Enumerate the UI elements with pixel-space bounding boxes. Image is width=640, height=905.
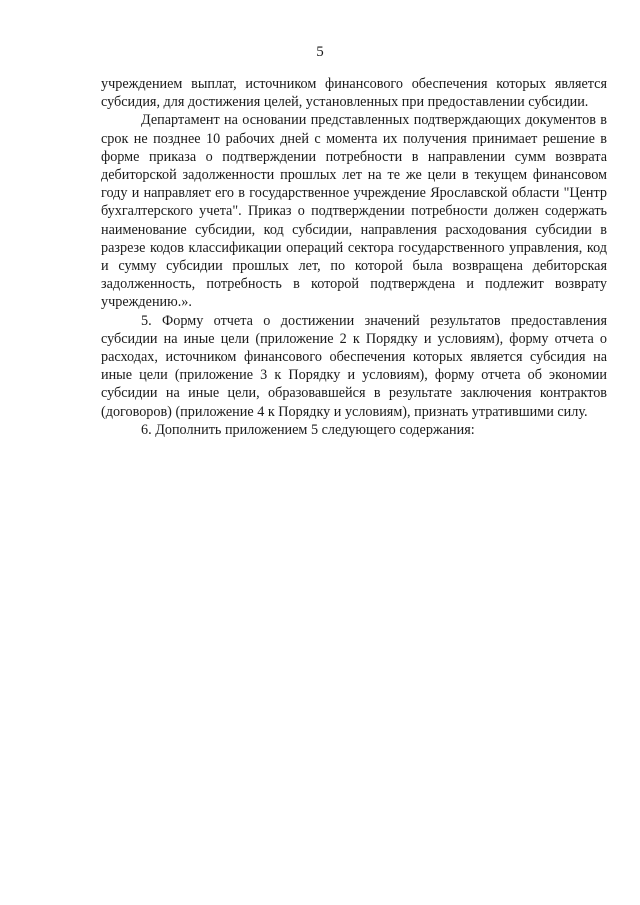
- paragraph-continuation: учреждением выплат, источником финансового обеспечения которых является субсидия, для достижения целей, установленных при предоставлении субсидии.: [101, 76, 607, 111]
- page-number: 5: [316, 44, 324, 60]
- paragraph-item-5: 5. Форму отчета о достижении значений результатов предоставления субсидии на иные цели (приложение 2 к Порядку и условиям), форму отчета о расходах, источником финансового обеспечения которых является субсидия на иные цели (приложение 3 к Порядку и условиям), форму отчета об экономии субсидии на иные цели, образовавшейся в результате заключения контрактов (договоров) (приложение 4 к Порядку и условиям), признать утратившими силу.: [101, 312, 607, 420]
- paragraph-department-decision: Департамент на основании представленных подтверждающих документов в срок не позднее 10 рабочих дней с момента их получения принимает решение в форме приказа о подтверждении потребности в направлении сумм возврата дебиторской задолженности прошлых лет на те же цели в текущем финансовом году и направляет его в государственное учреждение Ярославской области "Центр бухгалтерского учета". Приказ о подтверждении потребности должен содержать наименование субсидии, код субсидии, направления расходования субсидии в разрезе кодов классификации операций сектора государственного управления, код и сумму субсидии прошлых лет, по которой была возвращена дебиторская задолженность, потребность в которой подтверждена и подлежит возврату учреждению.».: [101, 112, 607, 311]
- paragraph-item-6: 6. Дополнить приложением 5 следующего содержания:: [141, 421, 475, 438]
- document-body: [101, 75, 607, 439]
